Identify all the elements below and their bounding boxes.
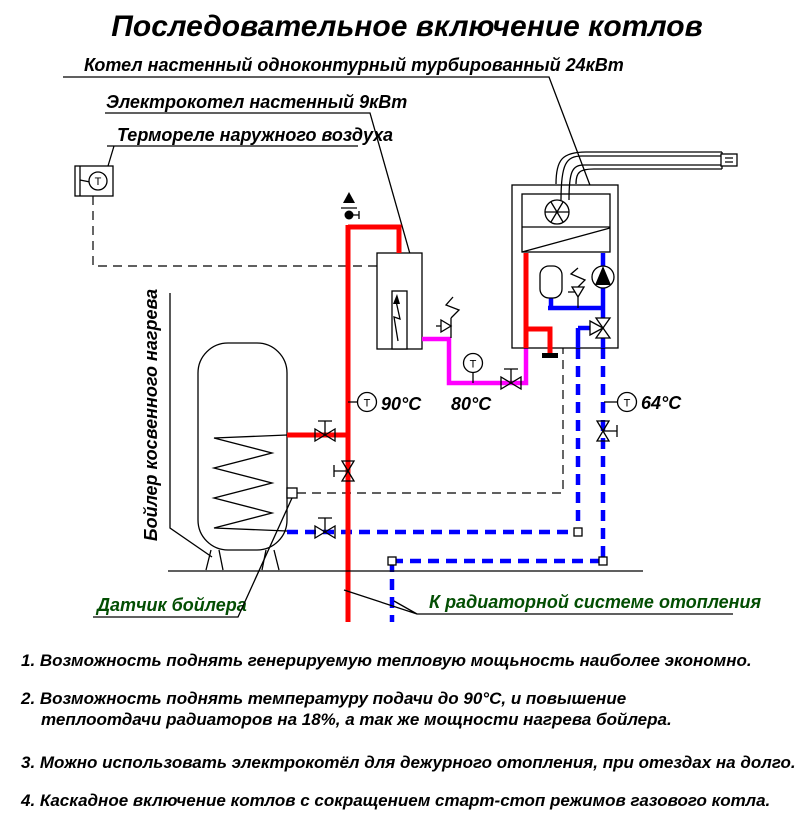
thermostat-wire <box>93 196 377 266</box>
valve-return <box>597 421 617 441</box>
drain-cap-icon <box>542 353 558 358</box>
note-2: 2. Возможность поднять температуру подачи до 90°C, и повышение теплоотдачи радиаторов на 18%, а так же мощности нагрева бойлера. <box>21 689 672 729</box>
svg-text:T: T <box>623 397 631 410</box>
tank-legs <box>206 550 279 570</box>
temp-return: 64°C <box>641 393 682 413</box>
pipe-connector <box>388 557 396 565</box>
gas-boiler <box>512 152 737 358</box>
pipe-connector <box>599 557 607 565</box>
note-1: 1. Возможность поднять генерируемую тепловую мощьность наиболее экономно. <box>21 651 752 670</box>
electric-boiler <box>377 253 422 349</box>
temp-supply: 90°C <box>381 394 422 414</box>
valve-tank-supply <box>315 421 335 441</box>
note-4: 4. Каскадное включение котлов с сокращением старт-стоп режимов газового котла. <box>21 791 771 810</box>
callout-outdoor-thermostat: Термореле наружного воздуха <box>117 125 394 145</box>
fan-icon <box>545 200 569 224</box>
callout-to-radiators: К радиаторной системе отопления <box>429 592 762 612</box>
temp-electric-out: 80°C <box>451 394 492 414</box>
leader-thermostat <box>107 146 358 166</box>
svg-text:T: T <box>469 358 477 371</box>
valve-electric-out <box>501 369 521 389</box>
safety-valve-electric-icon <box>436 297 459 338</box>
sensor-90 <box>348 393 422 415</box>
air-vent-icon <box>341 192 359 220</box>
boiler-sensor <box>287 488 297 498</box>
note-3: 3. Можно использовать электрокотёл для дежурного отопления, при отездах на долго. <box>21 753 796 772</box>
callout-gas-boiler: Котел настенный одноконтурный турбированный 24кВт <box>84 55 624 75</box>
pipe-connector <box>574 528 582 536</box>
svg-text:T: T <box>363 397 371 410</box>
callout-indirect-boiler: Бойлер косвенного нагрева <box>141 288 161 542</box>
callout-boiler-sensor: Датчик бойлера <box>97 595 247 615</box>
expansion-vessel-icon <box>540 266 562 298</box>
pump-icon <box>592 266 614 288</box>
valve-tank-return <box>315 518 335 538</box>
indirect-boiler-tank <box>198 343 287 570</box>
valve-riser <box>334 461 354 481</box>
return-pipes-dashed <box>287 348 603 622</box>
callout-electric-boiler: Электрокотел настенный 9кВт <box>106 92 408 112</box>
sensor-letter: T <box>94 176 102 188</box>
outdoor-thermostat <box>75 166 113 196</box>
sensor-64 <box>604 393 682 414</box>
page-title: Последовательное включение котлов <box>111 10 703 43</box>
